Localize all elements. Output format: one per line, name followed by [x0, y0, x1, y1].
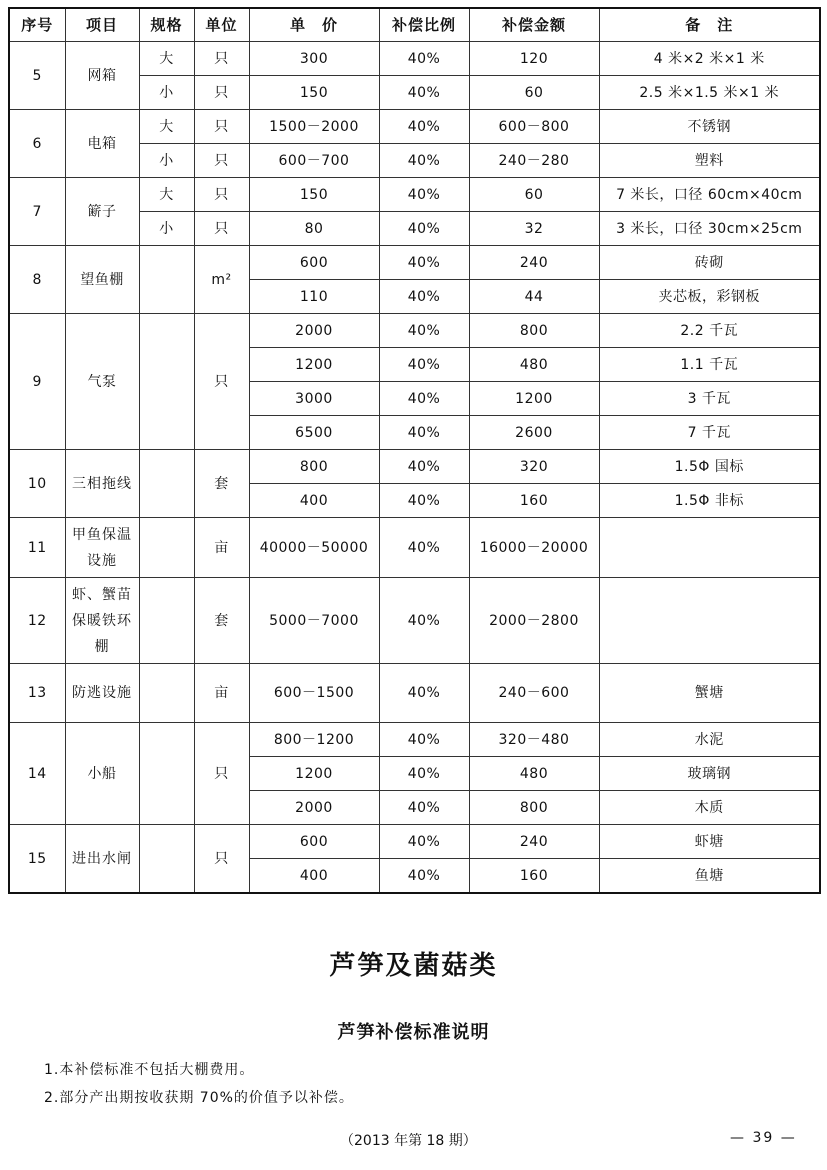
row-note: 塑料 — [599, 144, 820, 178]
row-amount: 800 — [469, 314, 599, 348]
row-ratio: 40% — [379, 757, 469, 791]
row-note: 3 千瓦 — [599, 382, 820, 416]
notes-list — [44, 1056, 354, 1112]
row-no: 9 — [9, 314, 65, 450]
row-price: 1200 — [249, 757, 379, 791]
row-spec — [139, 664, 194, 723]
row-ratio: 40% — [379, 314, 469, 348]
row-price: 2000 — [249, 314, 379, 348]
row-amount: 60 — [469, 178, 599, 212]
row-note: 夹芯板，彩钢板 — [599, 280, 820, 314]
row-no: 13 — [9, 664, 65, 723]
row-amount: 320－480 — [469, 723, 599, 757]
table-row — [9, 578, 820, 664]
row-spec: 大 — [139, 178, 194, 212]
row-unit: 只 — [194, 42, 249, 76]
row-ratio: 40% — [379, 791, 469, 825]
row-amount: 16000－20000 — [469, 518, 599, 578]
row-note: 1.5Φ 国标 — [599, 450, 820, 484]
row-no: 14 — [9, 723, 65, 825]
row-unit: 只 — [194, 825, 249, 894]
row-item: 望鱼棚 — [65, 246, 139, 314]
row-item: 虾、蟹苗保暖铁环棚 — [65, 578, 139, 664]
table-row — [9, 110, 820, 144]
note-item: 1.本补偿标准不包括大棚费用。 — [44, 1062, 255, 1078]
row-unit: 套 — [194, 450, 249, 518]
row-ratio: 40% — [379, 110, 469, 144]
row-amount: 120 — [469, 42, 599, 76]
row-price: 40000－50000 — [249, 518, 379, 578]
compensation-table — [8, 7, 821, 894]
row-spec — [139, 246, 194, 314]
row-ratio: 40% — [379, 178, 469, 212]
row-ratio: 40% — [379, 246, 469, 280]
row-spec: 小 — [139, 76, 194, 110]
row-note: 水泥 — [599, 723, 820, 757]
header-amount: 补偿金额 — [469, 8, 599, 42]
row-unit: 只 — [194, 76, 249, 110]
row-ratio: 40% — [379, 280, 469, 314]
row-price: 800 — [249, 450, 379, 484]
row-amount: 320 — [469, 450, 599, 484]
row-price: 150 — [249, 178, 379, 212]
row-amount: 60 — [469, 76, 599, 110]
row-ratio: 40% — [379, 518, 469, 578]
section-subheading: 芦笋补偿标准说明 — [337, 1022, 490, 1043]
row-price: 2000 — [249, 791, 379, 825]
row-price: 80 — [249, 212, 379, 246]
row-spec — [139, 450, 194, 518]
row-ratio: 40% — [379, 212, 469, 246]
row-item: 网箱 — [65, 42, 139, 110]
row-note — [599, 578, 820, 664]
row-note — [599, 518, 820, 578]
row-price: 400 — [249, 859, 379, 894]
row-amount: 32 — [469, 212, 599, 246]
row-unit: 亩 — [194, 664, 249, 723]
header-item: 项目 — [65, 8, 139, 42]
row-amount: 240 — [469, 825, 599, 859]
row-spec — [139, 314, 194, 450]
row-item: 三相拖线 — [65, 450, 139, 518]
row-note: 1.1 千瓦 — [599, 348, 820, 382]
table-header-row — [9, 8, 820, 42]
row-unit: 只 — [194, 144, 249, 178]
row-price: 1500－2000 — [249, 110, 379, 144]
row-ratio: 40% — [379, 450, 469, 484]
table-row — [9, 450, 820, 484]
row-amount: 160 — [469, 484, 599, 518]
header-ratio: 补偿比例 — [379, 8, 469, 42]
row-spec: 小 — [139, 144, 194, 178]
row-item: 气泵 — [65, 314, 139, 450]
row-amount: 480 — [469, 757, 599, 791]
row-amount: 240－280 — [469, 144, 599, 178]
row-note: 砖砌 — [599, 246, 820, 280]
row-item: 防逃设施 — [65, 664, 139, 723]
row-spec: 大 — [139, 110, 194, 144]
row-ratio: 40% — [379, 825, 469, 859]
table-row — [9, 178, 820, 212]
row-price: 600 — [249, 825, 379, 859]
row-item: 甲鱼保温设施 — [65, 518, 139, 578]
row-unit: 套 — [194, 578, 249, 664]
row-ratio: 40% — [379, 42, 469, 76]
row-amount: 600－800 — [469, 110, 599, 144]
row-price: 5000－7000 — [249, 578, 379, 664]
row-price: 600 — [249, 246, 379, 280]
table-row — [9, 664, 820, 723]
issue-label: （2013 年第 18 期） — [340, 1133, 477, 1149]
row-price: 110 — [249, 280, 379, 314]
row-price: 600－1500 — [249, 664, 379, 723]
row-ratio: 40% — [379, 144, 469, 178]
row-note: 4 米×2 米×1 米 — [599, 42, 820, 76]
row-ratio: 40% — [379, 723, 469, 757]
row-ratio: 40% — [379, 76, 469, 110]
row-spec: 小 — [139, 212, 194, 246]
row-note: 玻璃钢 — [599, 757, 820, 791]
row-ratio: 40% — [379, 416, 469, 450]
table-row — [9, 723, 820, 757]
row-price: 400 — [249, 484, 379, 518]
row-spec: 大 — [139, 42, 194, 76]
row-item: 进出水闸 — [65, 825, 139, 894]
row-amount: 240 — [469, 246, 599, 280]
row-note: 鱼塘 — [599, 859, 820, 894]
row-unit: m² — [194, 246, 249, 314]
row-ratio: 40% — [379, 348, 469, 382]
row-price: 800－1200 — [249, 723, 379, 757]
row-ratio: 40% — [379, 578, 469, 664]
row-amount: 800 — [469, 791, 599, 825]
table-row — [9, 314, 820, 348]
row-no: 6 — [9, 110, 65, 178]
row-price: 1200 — [249, 348, 379, 382]
row-item: 簖子 — [65, 178, 139, 246]
row-no: 8 — [9, 246, 65, 314]
row-amount: 480 — [469, 348, 599, 382]
header-unit: 单位 — [194, 8, 249, 42]
header-no: 序号 — [9, 8, 65, 42]
row-spec — [139, 518, 194, 578]
row-note: 3 米长，口径 30cm×25cm — [599, 212, 820, 246]
row-note: 2.5 米×1.5 米×1 米 — [599, 76, 820, 110]
row-item: 小船 — [65, 723, 139, 825]
row-note: 2.2 千瓦 — [599, 314, 820, 348]
row-note: 不锈钢 — [599, 110, 820, 144]
row-spec — [139, 578, 194, 664]
row-ratio: 40% — [379, 484, 469, 518]
header-spec: 规格 — [139, 8, 194, 42]
row-price: 150 — [249, 76, 379, 110]
section-heading: 芦笋及菌菇类 — [329, 951, 498, 981]
table-row — [9, 825, 820, 859]
row-unit: 只 — [194, 212, 249, 246]
row-price: 6500 — [249, 416, 379, 450]
row-ratio: 40% — [379, 859, 469, 894]
header-note: 备 注 — [599, 8, 820, 42]
header-price: 单 价 — [249, 8, 379, 42]
row-note: 7 千瓦 — [599, 416, 820, 450]
row-unit: 只 — [194, 314, 249, 450]
table-row — [9, 246, 820, 280]
row-spec — [139, 825, 194, 894]
row-no: 10 — [9, 450, 65, 518]
row-amount: 160 — [469, 859, 599, 894]
row-amount: 1200 — [469, 382, 599, 416]
row-note: 蟹塘 — [599, 664, 820, 723]
row-no: 7 — [9, 178, 65, 246]
row-note: 7 米长，口径 60cm×40cm — [599, 178, 820, 212]
row-price: 300 — [249, 42, 379, 76]
row-amount: 2600 — [469, 416, 599, 450]
row-item: 电箱 — [65, 110, 139, 178]
row-amount: 2000－2800 — [469, 578, 599, 664]
row-unit: 亩 — [194, 518, 249, 578]
row-note: 木质 — [599, 791, 820, 825]
note-item: 2.部分产出期按收获期 70%的价值予以补偿。 — [44, 1090, 354, 1106]
row-note: 1.5Φ 非标 — [599, 484, 820, 518]
row-no: 11 — [9, 518, 65, 578]
row-no: 12 — [9, 578, 65, 664]
page-number: — 39 — — [730, 1130, 797, 1146]
row-ratio: 40% — [379, 382, 469, 416]
row-note: 虾塘 — [599, 825, 820, 859]
row-spec — [139, 723, 194, 825]
row-amount: 44 — [469, 280, 599, 314]
row-unit: 只 — [194, 723, 249, 825]
row-price: 600－700 — [249, 144, 379, 178]
table-row — [9, 518, 820, 578]
row-no: 15 — [9, 825, 65, 894]
row-ratio: 40% — [379, 664, 469, 723]
row-unit: 只 — [194, 178, 249, 212]
row-unit: 只 — [194, 110, 249, 144]
row-amount: 240－600 — [469, 664, 599, 723]
table-row — [9, 42, 820, 76]
row-price: 3000 — [249, 382, 379, 416]
row-no: 5 — [9, 42, 65, 110]
